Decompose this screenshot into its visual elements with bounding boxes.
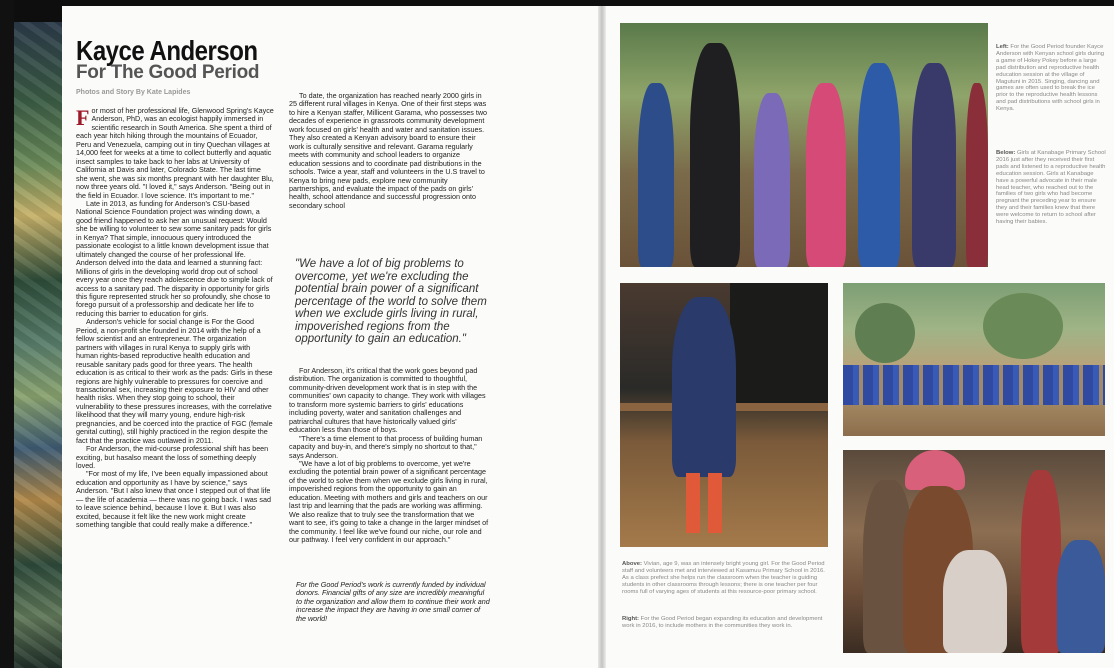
caption-text: Vivian, age 9, was an intensely bright young girl. For the Good Period staff and volunteers met and interviewed at Kasamuu Primary School in 2016. As a class prefect she helps run the classroom when the teacher is guiding students in other classrooms through lessons; there is one teacher per four rooms full of varying ages of students at this resource-poor primary school. — [622, 561, 825, 595]
page-gutter — [598, 6, 606, 668]
pull-quote: "We have a lot of big problems to overcome, yet we're excluding the potential brain power of a significant percentage of the world to solve them when we exclude girls living in rural, impoverished regions from the opportunity to gain an education." — [295, 258, 487, 345]
text-column-1 — [76, 107, 274, 530]
text-column-2 — [289, 92, 489, 210]
painting-artwork — [14, 22, 62, 668]
closing-note: For the Good Period's work is currently funded by individual donors. Financial gifts of any size are incredibly meaningful to the organization and allow them to continue their work and increase the impact they are having in one small corner of the world! — [296, 580, 490, 623]
paragraph: "For most of my life, I've been equally impassioned about education and opportunity as I have by science," says Anderson. "But I also knew that once I stepped out of that life — the life of academia — there was no going back. I was sad to leave science behind, because I love it. But I was also excited, because it felt like the new work might create something tangible that could really make a difference." — [76, 469, 271, 530]
article-title: Kayce Anderson — [76, 36, 258, 68]
photo-girls-with-founder — [620, 23, 988, 267]
caption-left — [996, 44, 1106, 113]
caption-text: For the Good Period founder Kayce Anderson with Kenyan school girls during a game of Hokey Pokey before a large pad distribution and reproductive health education session at the village of Magutuni in 2015. Singing, dancing and games are often used to break the ice prior to the reproductive health lessons and pad distributions with school girls in Kenya. — [996, 44, 1105, 113]
caption-text: For the Good Period began expanding its education and development work in 2016, to include mothers in the communities they work in. — [622, 616, 823, 629]
caption-label: Below: — [996, 150, 1016, 156]
photo-mothers — [843, 450, 1105, 653]
paragraph: "We have a lot of big problems to overcome, yet we're excluding the potential brain power of a significant percentage of the world to solve them when we exclude girls living in rural, impoverished regions from the opportunity to gain an education. Meeting with mothers and girls and teachers on our last trip and learning that the pads are working was affirming. We also realize that to truly see the transformation that we want to see, it's going to take a change in the larger mindset of the community. I feel like we've found our niche, our role and our pathway. I feel very confident in our approach." — [289, 458, 489, 545]
caption-label: Above: — [622, 561, 642, 567]
text-column-3 — [289, 367, 489, 545]
paragraph: For Anderson, the mid-course professional shift has been exciting, but hasalso meant the loss of something deeply loved. — [76, 444, 269, 471]
byline: Photos and Story By Kate Lapides — [76, 89, 191, 96]
caption-right — [622, 616, 830, 630]
paragraph: For Anderson, it's critical that the work goes beyond pad distribution. The organization is committed to thoughtful, community-driven development work that is in step with the communities' own capacity to change. They work with villages to transform more systemic barriers to girls' educations including poverty, water and sanitation challenges and patriarchal cultures that have historically valued girls' education less than those of boys. — [289, 366, 486, 435]
paragraph: "There's a time element to that process of building human capacity and buy-in, and there's simply no shortcut to that," says Anderson. — [289, 433, 483, 460]
article-subtitle: For The Good Period — [76, 62, 260, 83]
paragraph: For most of her professional life, Glenwood Spring's Kayce Anderson, PhD, was an ecologist happily immersed in scientific research in South America. She spent a third of each year hitch hiking through the mountains of Ecuador, Peru and Venezuela, camping out in tiny Quechan villages at 14,000 feet for weeks at a time to collect butterfly and aquatic insect samples to take back to her labs at University of California at Davis and later, Colorado State. The last time she went, she was six months pregnant with her daughter Blu, now three years old. "I loved it," says Anderson. "Being out in the field in Ecuador. I love science. It's important to me." — [76, 105, 274, 200]
caption-label: Right: — [622, 616, 640, 622]
caption-text: Girls at Kanabage Primary School 2016 just after they received their first pads and listened to a reproductive health education session. Girls at Kanabage have a powerful advocate in their male head teacher, who reached out to the families of two girls who had become pregnant the preceding year to ensure they and their families knew that there were welcome to return to school after having their babies. — [996, 150, 1106, 226]
photo-vivian — [620, 283, 828, 547]
paragraph: Late in 2013, as funding for Anderson's CSU-based National Science Foundation project was winding down, a good friend happened to ask her an unusual request: Would she be willing to volunteer to sew some sanitary pads for girls in Kenya? That simple, innocuous query introduced the passionate ecologist to a little known development issue that ultimately changed the course of her professional life. Anderson delved into the data and learned a stunning fact: Millions of girls in the developing world drop out of school every year once they reach adolescence due to simple lack of access to a sanitary pad. The disparity in opportunity for girls this figure represented struck her so profoundly, she chose to forego pursuit of a professorship and dedicate her life to reducing this barrier to education for girls. — [76, 198, 273, 318]
paragraph: Anderson's vehicle for social change is For the Good Period, a non-profit she founded in 2014 with the help of a fellow scientist and an entrepreneur. The organization partners with villages in rural Kenya to supply girls with human rights-based reproductive health education and reusable sanitary pads good for three years. The health education is as critical to their work as the pads: Girls in these regions are highly vulnerable to pressures for coercive and transactional sex, increasing their exposure to HIV and other health risks. When they stop going to school, their vulnerability to these pressures increases, with the correlative likelihood that they will marry young, endure high-risk pregnancies, and be coerced into the practice of FGC (female genital cutting), still highly practiced in the region despite the fact that the practice was outlawed in 2011. — [76, 317, 273, 445]
background-edge — [0, 0, 14, 668]
caption-above — [622, 561, 830, 596]
drop-cap: F — [76, 105, 90, 130]
photo-school-girls-group — [843, 283, 1105, 436]
caption-label: Left: — [996, 44, 1009, 50]
caption-below — [996, 150, 1106, 226]
paragraph: To date, the organization has reached nearly 2000 girls in 25 different rural villages in Kenya. One of their first steps was to hire a Kenyan staffer, Millicent Garama, who possesses two decades of experience in grassroots community development work focused on girls' health and water and sanitation issues. They also created a Kenyan advisory board to ensure their work is culturally sensitive and relevant. Garama regularly meets with community and school leaders to organize education sessions and to coordinate pad distributions in the schools. Twice a year, staff and volunteers in the U.S travel to Kenya to bring new pads, explore new community partnerships, and evaluate the impact of the pads on girls' health, school attendance and successful progression onto secondary school — [289, 91, 488, 210]
